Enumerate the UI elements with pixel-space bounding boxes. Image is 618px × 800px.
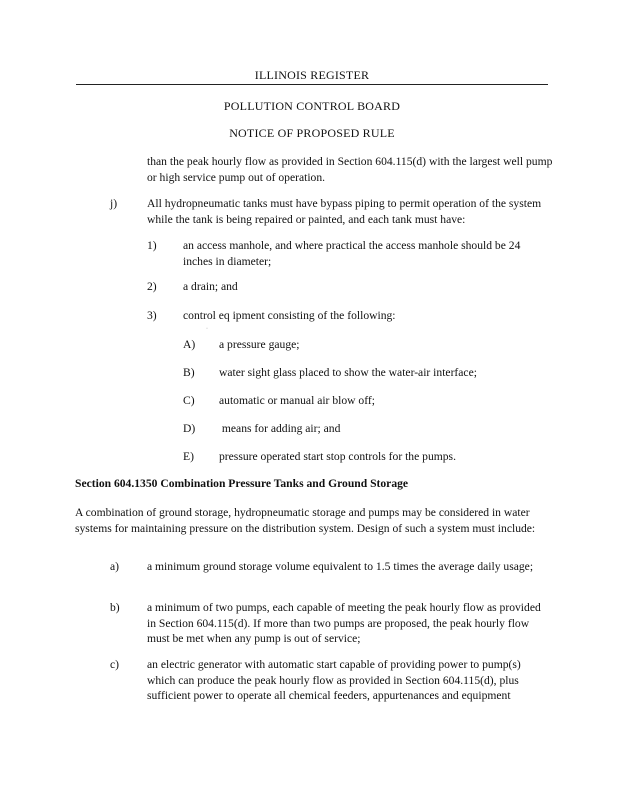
notice-title: NOTICE OF PROPOSED RULE [229,126,395,140]
item-j-text: All hydropneumatic tanks must have bypass piping to permit operation of the system while the tank is being repaired or painted, and each tank must have: [147,197,542,226]
subitem-2-label: 2) [147,280,157,293]
section-item-a-label: a) [110,560,120,573]
section-intro: A combination of ground storage, hydropneumatic storage and pumps may be considered in water systems for maintaining pressure on the distribution system. Design of such a system must include: [75,506,536,535]
scan-mark: · [206,326,208,332]
board-name: POLLUTION CONTROL BOARD [223,99,401,113]
equipment-b-label: B) [183,366,195,379]
continuation-text: than the peak hourly flow as provided in Section 604.115(d) with the largest well pump or high service pump out of operation. [147,155,553,184]
equipment-a-text: a pressure gauge; [219,338,300,351]
subitem-2-text: a drain; and [183,280,238,293]
subitem-3-label: 3) [147,309,157,322]
item-j-label: j) [110,197,118,210]
equipment-a-label: A) [183,338,196,351]
section-item-b-text: a minimum of two pumps, each capable of meeting the peak hourly flow as provided in Section 604.115(d). If more than two pumps are proposed, the peak hourly flow must be met when any pump is out of service; [147,601,541,645]
equipment-b-text: water sight glass placed to show the water-air interface; [219,366,477,379]
section-heading: Section 604.1350 Combination Pressure Tanks and Ground Storage [75,477,409,490]
register-title: ILLINOIS REGISTER [254,68,370,82]
section-item-b-label: b) [110,601,120,614]
equipment-d-text: means for adding air; and [219,422,341,435]
section-item-c-text: an electric generator with automatic start capable of providing power to pump(s) which can produce the peak hourly flow as provided in Section 604.115(d), plus sufficient power to operate all chemical feeders, appurtenances and equipment [147,658,521,702]
equipment-d-label: D) [183,422,196,435]
equipment-e-label: E) [183,450,194,463]
equipment-e-text: pressure operated start stop controls for the pumps. [219,450,456,463]
section-item-a-text: a minimum ground storage volume equivalent to 1.5 times the average daily usage; [147,560,534,573]
header-rule [76,84,548,85]
equipment-c-text: automatic or manual air blow off; [219,394,375,407]
equipment-c-label: C) [183,394,195,407]
subitem-3-text: control eq ipment consisting of the following: [183,309,396,322]
subitem-1-label: 1) [147,239,157,252]
section-item-c-label: c) [110,658,120,671]
subitem-1-text: an access manhole, and where practical the access manhole should be 24 inches in diameter; [183,239,521,268]
